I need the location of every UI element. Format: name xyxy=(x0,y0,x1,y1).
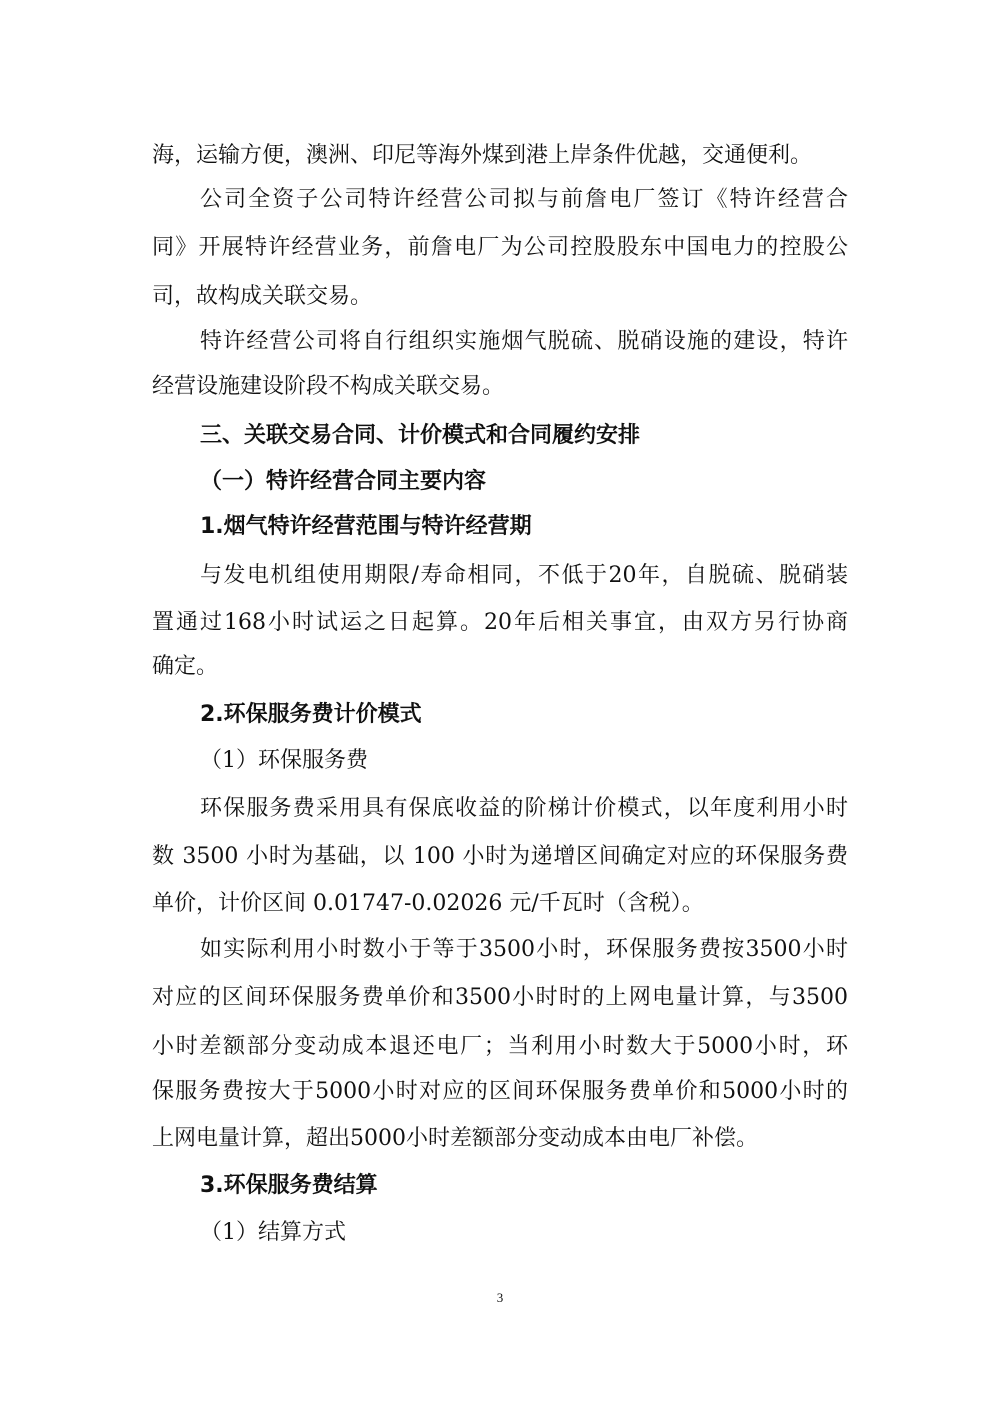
paragraph-line: 小时差额部分变动成本退还电厂；当利用小时数大于5000小时，环 xyxy=(152,1034,848,1059)
paragraph-line: 与发电机组使用期限/寿命相同，不低于20年，自脱硫、脱硝装 xyxy=(200,563,848,588)
item-heading: 2.环保服务费计价模式 xyxy=(200,702,422,727)
paragraph-line: 数 3500 小时为基础，以 100 小时为递增区间确定对应的环保服务费 xyxy=(152,844,848,869)
paragraph-line: 经营设施建设阶段不构成关联交易。 xyxy=(152,374,505,399)
paragraph-line: 上网电量计算，超出5000小时差额部分变动成本由电厂补偿。 xyxy=(152,1126,758,1151)
paragraph-line: 对应的区间环保服务费单价和3500小时时的上网电量计算，与3500 xyxy=(152,985,848,1010)
paragraph-line: 置通过168小时试运之日起算。20年后相关事宜，由双方另行协商 xyxy=(152,610,848,635)
section-heading: 三、关联交易合同、计价模式和合同履约安排 xyxy=(200,423,641,448)
item-heading: 3.环保服务费结算 xyxy=(200,1173,378,1198)
paragraph-line: 同》开展特许经营业务，前詹电厂为公司控股股东中国电力的控股公 xyxy=(152,235,848,260)
paragraph-line: 环保服务费采用具有保底收益的阶梯计价模式，以年度利用小时 xyxy=(200,796,848,821)
page-number: 3 xyxy=(496,1290,504,1305)
paragraph-line: 单价，计价区间 0.01747-0.02026 元/千瓦时（含税）。 xyxy=(152,891,704,916)
sub-item-heading: （1）环保服务费 xyxy=(200,748,368,773)
paragraph-line: 如实际利用小时数小于等于3500小时，环保服务费按3500小时 xyxy=(200,937,848,962)
paragraph-line: 海，运输方便，澳洲、印尼等海外煤到港上岸条件优越，交通便利。 xyxy=(152,143,813,168)
paragraph-line: 保服务费按大于5000小时对应的区间环保服务费单价和5000小时的 xyxy=(152,1079,848,1104)
sub-item-heading: （1）结算方式 xyxy=(200,1220,346,1245)
paragraph-line: 特许经营公司将自行组织实施烟气脱硫、脱硝设施的建设，特许 xyxy=(200,329,848,354)
subsection-heading: （一）特许经营合同主要内容 xyxy=(200,469,487,494)
paragraph-line: 公司全资子公司特许经营公司拟与前詹电厂签订《特许经营合 xyxy=(200,187,848,212)
item-heading: 1.烟气特许经营范围与特许经营期 xyxy=(200,514,532,539)
paragraph-line: 司，故构成关联交易。 xyxy=(152,284,373,309)
paragraph-line: 确定。 xyxy=(152,654,219,679)
